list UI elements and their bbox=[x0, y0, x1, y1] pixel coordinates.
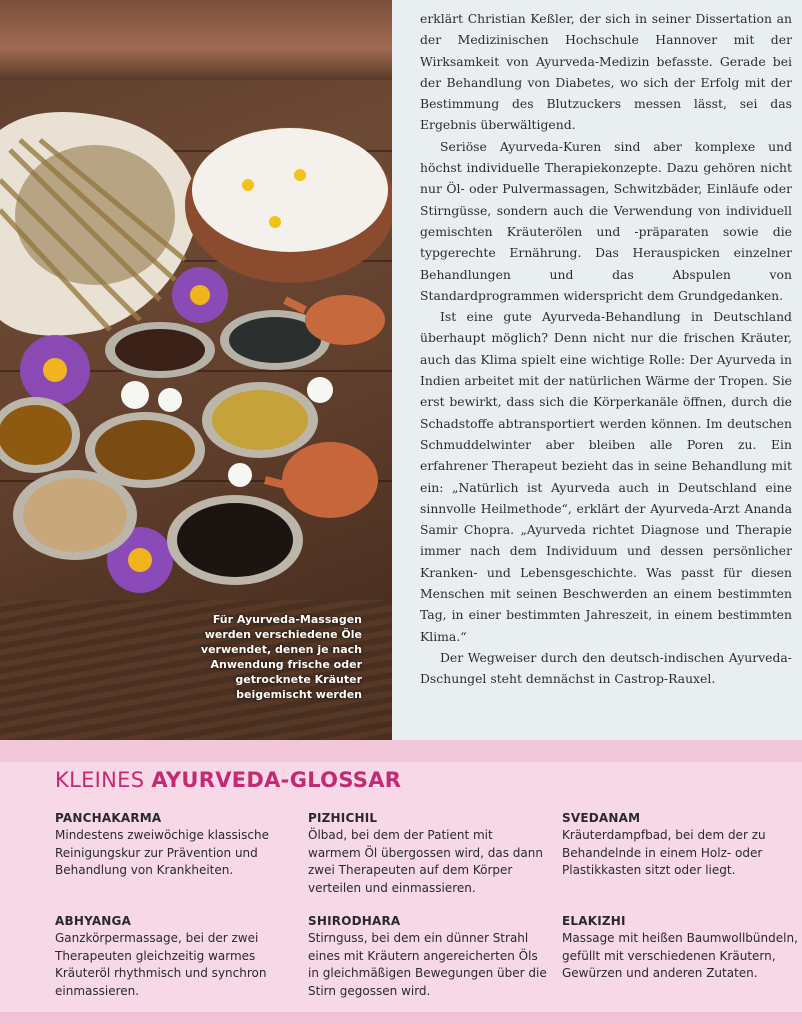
glossary-top-strip bbox=[0, 740, 802, 762]
glossary-entry bbox=[55, 810, 295, 880]
herb-pile bbox=[15, 145, 175, 285]
bowl-powder bbox=[212, 390, 308, 450]
glossary-term: SHIRODHARA bbox=[308, 914, 401, 928]
article-paragraph: Ist eine gute Ayurveda-Behandlung in Deutschland überhaupt möglich? Denn nicht nur die frischen Kräuter, auch das Klima spielt eine wichtige Rolle: Der Ayurveda in Indien arbeitet mit der natürlichen Wärme der Tropen. Sie erst bewirkt, dass sich die Körperkanäle öffnen, durch die Schadstoffe abtransportiert werden können. Im deutschen Schmuddelwinter aber bleiben alle Poren zu. Ein erfahrener Therapeut bezieht das in seine Behandlung mit ein: „Natürlich ist Ayurveda auch in Deutschland eine sinnvolle Heilmethode“, erklärt der Ayurveda-Arzt Ananda Samir Chopra. „Ayurveda richtet Diagnose und Therapie immer nach dem Individuum und dessen persönlicher Kranken- und Lebensgeschichte. Was passt für diesen Menschen mit seinen Beschwerden an einem bestimmten Tag, in einer bestimmten Jahreszeit, in einem bestimmten Klima.“ bbox=[420, 309, 792, 644]
glossary-definition: Ölbad, bei dem der Patient mit warmem Öl übergossen wird, das dann zwei Therapeuten auf dem Körper verteilen und einmassieren. bbox=[308, 828, 543, 895]
glossary-entry bbox=[562, 810, 802, 880]
glossary-definition: Kräuterdampfbad, bei dem der zu Behandelnde in einem Holz- oder Plastikkasten sitzt oder liegt. bbox=[562, 828, 766, 878]
glossary-definition: Massage mit heißen Baumwollbündeln, gefüllt mit verschiedenen Kräutern, Gewürzen und anderen Zutaten. bbox=[562, 931, 798, 981]
article-body bbox=[420, 8, 792, 690]
photo-caption: Für Ayurveda-Massagen werden verschiedene Öle verwendet, denen je nach Anwendung frische oder getrocknete Kräuter beigemischt werden bbox=[200, 613, 362, 701]
glossary-definition: Stirnguss, bei dem ein dünner Strahl eines mit Kräutern angereicherten Öls in gleichmäßigen Bewegungen über die Stirn gegossen wird. bbox=[308, 931, 547, 998]
glossary-term: PIZHICHIL bbox=[308, 811, 378, 825]
glossary-definition: Mindestens zweiwöchige klassische Reinigungskur zur Prävention und Behandlung von Krankheiten. bbox=[55, 828, 269, 878]
glossary-entry bbox=[562, 913, 802, 983]
glossary-definition: Ganzkörpermassage, bei der zwei Therapeuten gleichzeitig warmes Kräuteröl rhythmisch und synchron einmassieren. bbox=[55, 931, 267, 998]
bowl-powder bbox=[23, 478, 127, 552]
glossary-title: KLEINES AYURVEDA-GLOSSAR bbox=[55, 768, 402, 792]
glossary-bottom-strip bbox=[0, 1012, 802, 1024]
glossary-term: PANCHAKARMA bbox=[55, 811, 162, 825]
bowl-dark-oil bbox=[177, 503, 293, 577]
clay-teapot bbox=[305, 295, 385, 345]
article-paragraph: Seriöse Ayurveda-Kuren sind aber komplexe und höchst individuelle Therapiekonzepte. Dazu gehören nicht nur Öl- oder Pulvermassagen, Schwitzbäder, Einläufe oder Stirngüsse, sondern auch die Verwendung von individuell gemischten Kräuterölen und -präparaten sowie die typgerechte Ernährung. Das Herauspicken einzelner Behandlungen und das Abspulen von Standardprogrammen widerspricht dem Grundgedanken. bbox=[420, 138, 792, 303]
ayurveda-photo bbox=[0, 0, 392, 740]
glossary-entry bbox=[308, 913, 548, 1000]
glossary-term: ELAKIZHI bbox=[562, 914, 626, 928]
glossary-box bbox=[0, 740, 802, 1024]
bowl-oil bbox=[95, 420, 195, 480]
bowl-dark bbox=[115, 329, 205, 371]
bowl-oil bbox=[0, 405, 72, 465]
jasmine-flowers bbox=[192, 128, 388, 252]
article-paragraph: Der Wegweiser durch den deutsch-indischen Ayurveda-Dschungel steht demnächst in Castrop-Rauxel. bbox=[420, 649, 792, 687]
glossary-term: SVEDANAM bbox=[562, 811, 641, 825]
glossary-term: ABHYANGA bbox=[55, 914, 132, 928]
article-paragraph: erklärt Christian Keßler, der sich in seiner Dissertation an der Medizinischen Hochschule Hannover mit der Wirksamkeit von Ayurveda-Medizin befasste. Gerade bei der Behandlung von Diabetes, wo sich der Erfolg mit der Bestimmung des Blutzuckers messen lässt, sei das Ergebnis überwältigend. bbox=[420, 11, 792, 133]
glossary-entry bbox=[308, 810, 548, 897]
clay-teapot bbox=[282, 442, 378, 518]
glossary-entry bbox=[55, 913, 295, 1000]
